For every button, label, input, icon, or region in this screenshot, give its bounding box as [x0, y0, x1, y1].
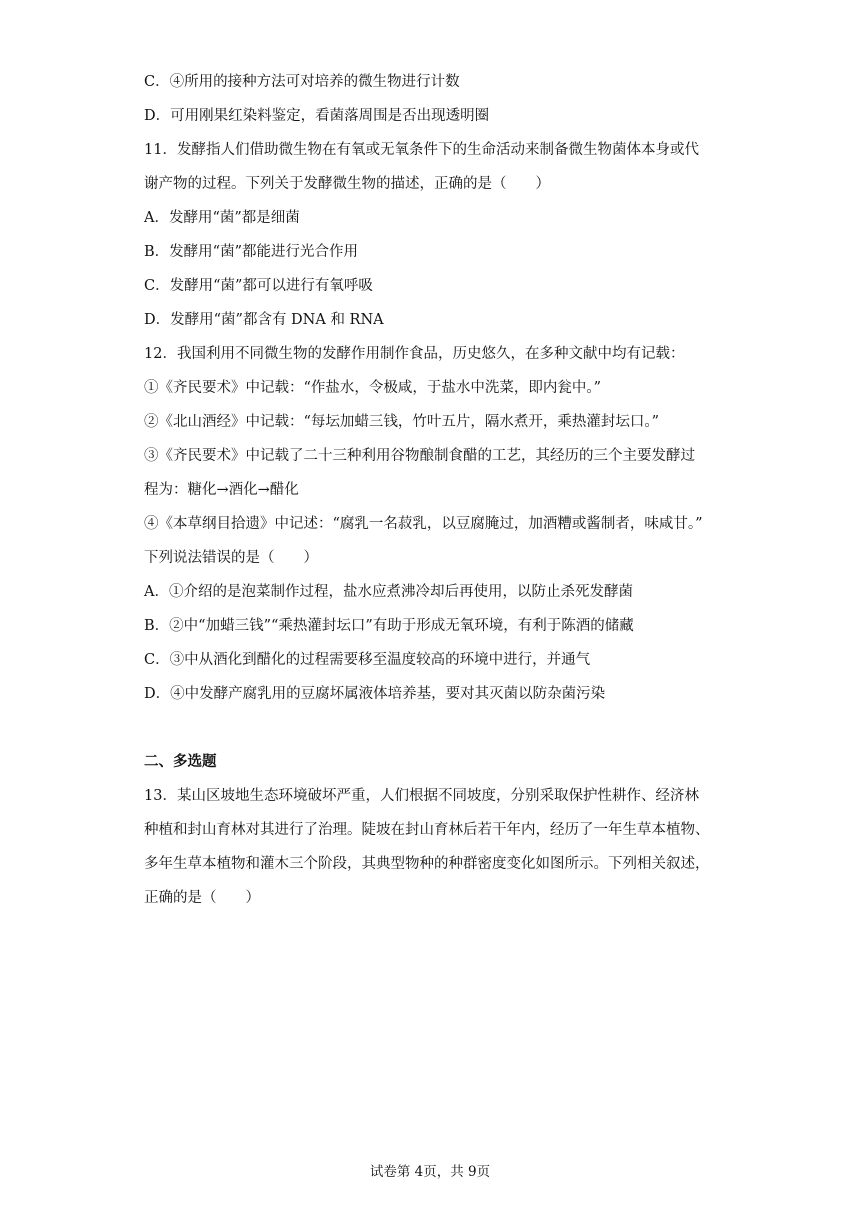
q10-option-c: C．④所用的接种方法可对培养的微生物进行计数 [144, 74, 460, 90]
q11-option-d: D．发酵用“菌”都含有 DNA 和 RNA [144, 312, 384, 328]
q13-stem-line-4: 正确的是（ ） [144, 890, 260, 906]
q12-item-4: ④《本草纲目拾遗》中记述：“腐乳一名菽乳，以豆腐腌过，加酒糟或酱制者，味咸甘。” [144, 516, 703, 532]
section-heading: 二、多选题 [144, 753, 217, 770]
q11-option-c: C．发酵用“菌”都可以进行有氧呼吸 [144, 278, 373, 294]
q12-stem: 12．我国利用不同微生物的发酵作用制作食品，历史悠久，在多种文献中均有记载： [144, 346, 685, 362]
q13-stem-line-3: 多年生草本植物和灌木三个阶段，其典型物种的种群密度变化如图所示。下列相关叙述， [144, 856, 710, 872]
q11-stem-line-1: 11．发酵指人们借助微生物在有氧或无氧条件下的生命活动来制备微生物菌体本身或代 [144, 142, 699, 158]
q12-item-2: ②《北山酒经》中记载：“每坛加蜡三钱，竹叶五片，隔水煮开，乘热灌封坛口。” [144, 414, 660, 430]
q13-stem-line-2: 种植和封山育林对其进行了治理。陡坡在封山育林后若干年内，经历了一年生草本植物、 [144, 822, 710, 838]
q12-option-b: B．②中“加蜡三钱”“乘热灌封坛口”有助于形成无氧环境，有利于陈酒的储藏 [144, 618, 634, 634]
q12-item-1: ①《齐民要术》中记载：“作盐水，令极咸，于盐水中洗菜，即内瓮中。” [144, 380, 602, 396]
q12-option-a: A．①介绍的是泡菜制作过程，盐水应煮沸冷却后再使用，以防止杀死发酵菌 [144, 584, 633, 600]
q12-question: 下列说法错误的是（ ） [144, 550, 318, 566]
q11-option-a: A．发酵用“菌”都是细菌 [144, 210, 300, 226]
q10-option-d: D．可用刚果红染料鉴定，看菌落周围是否出现透明圈 [144, 108, 490, 124]
q12-item-3-line-1: ③《齐民要术》中记载了二十三种利用谷物酿制食醋的工艺，其经历的三个主要发酵过 [144, 448, 695, 464]
q12-option-c: C．③中从酒化到醋化的过程需要移至温度较高的环境中进行，并通气 [144, 652, 591, 668]
q12-item-3-line-2: 程为：糖化→酒化→醋化 [144, 482, 299, 498]
q13-stem-line-1: 13．某山区坡地生态环境破坏严重，人们根据不同坡度，分别采取保护性耕作、经济林 [144, 788, 699, 804]
q12-option-d: D．④中发酵产腐乳用的豆腐坏属液体培养基，要对其灭菌以防杂菌污染 [144, 686, 606, 702]
page-footer: 试卷第 4页，共 9页 [369, 1164, 491, 1180]
q11-option-b: B．发酵用“菌”都能进行光合作用 [144, 244, 358, 260]
q11-stem-line-2: 谢产物的过程。下列关于发酵微生物的描述，正确的是（ ） [144, 176, 550, 192]
